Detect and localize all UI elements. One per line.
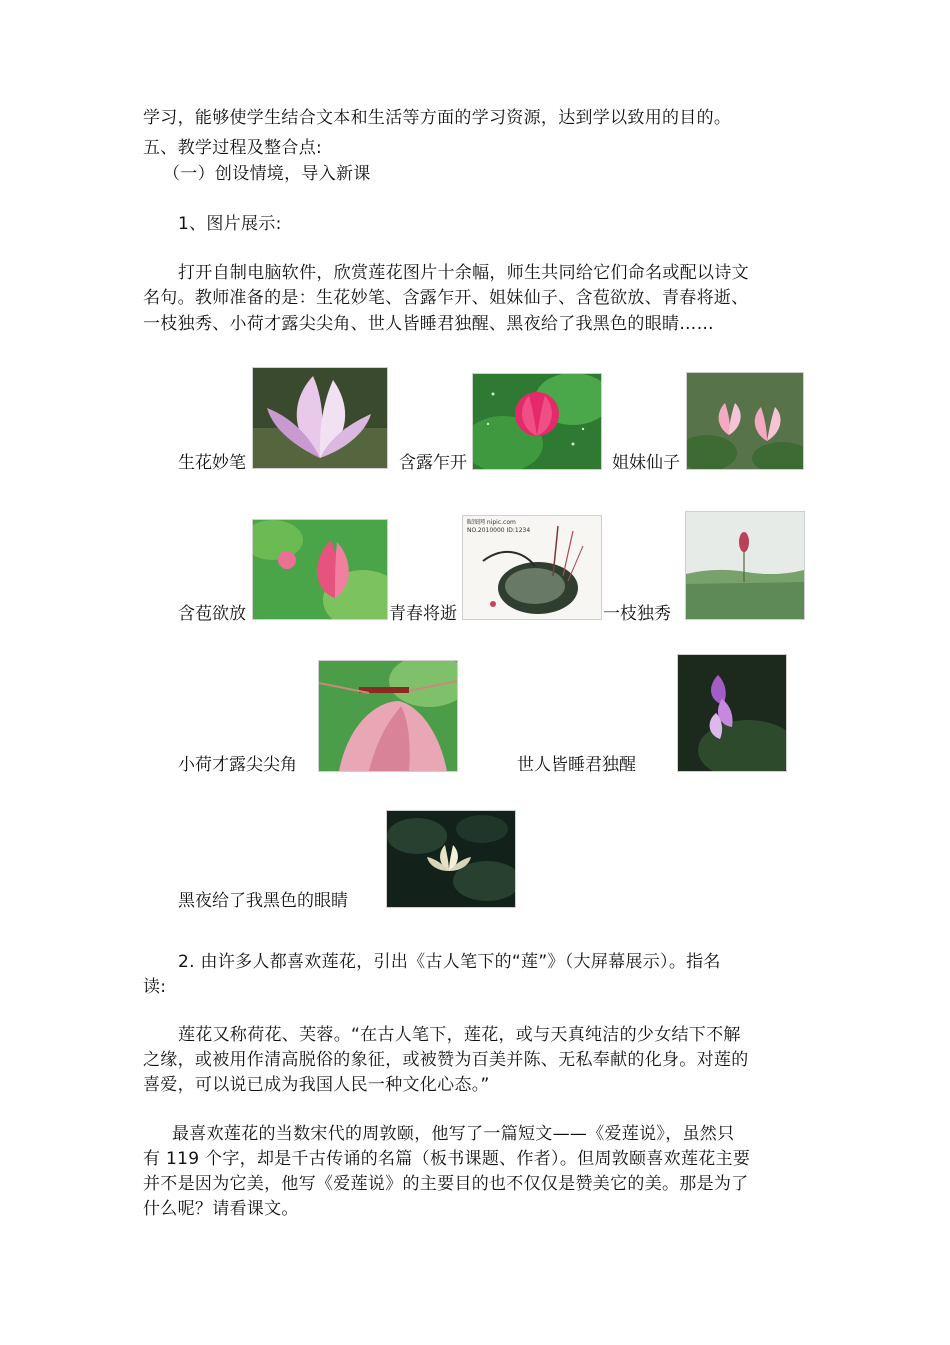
lotus-photo-7 — [318, 660, 458, 772]
watermark-line-1: 昵图网 nipic.com — [467, 519, 516, 526]
item-heading-picture-show: 1、图片展示: — [178, 214, 282, 234]
paragraph-1-line-1: 打开自制电脑软件，欣赏莲花图片十余幅，师生共同给它们命名或配以诗文 — [178, 263, 749, 283]
caption-2: 含露乍开 — [399, 453, 467, 473]
lotus-photo-6 — [685, 511, 805, 620]
paragraph-4-line-2: 有 119 个字，却是千古传诵的名篇（板书课题、作者）。但周敦颐喜欢莲花主要 — [143, 1149, 751, 1169]
paragraph-4-line-1: 最喜欢莲花的当数宋代的周敦颐，他写了一篇短文——《爱莲说》，虽然只 — [172, 1124, 735, 1144]
paragraph-3-line-1: 莲花又称荷花、芙蓉。“在古人笔下，莲花，或与天真纯洁的少女结下不解 — [178, 1025, 741, 1045]
lotus-photo-5 — [462, 515, 602, 620]
lotus-photo-9 — [386, 810, 516, 908]
lotus-photo-4 — [252, 519, 388, 620]
paragraph-intro-tail: 学习，能够使学生结合文本和生活等方面的学习资源，达到学以致用的目的。 — [143, 108, 732, 128]
section-heading-5: 五、教学过程及整合点: — [143, 138, 323, 158]
paragraph-3-line-3: 喜爱，可以说已成为我国人民一种文化心态。” — [143, 1075, 490, 1095]
paragraph-2-line-1: 2. 由许多人都喜欢莲花，引出《古人笔下的“莲”》（大屏幕展示）。指名 — [178, 952, 721, 972]
caption-3: 姐妹仙子 — [612, 453, 680, 473]
lotus-photo-3 — [686, 372, 804, 470]
caption-8: 世人皆睡君独醒 — [517, 755, 636, 775]
paragraph-4-line-3: 并不是因为它美，他写《爱莲说》的主要目的也不仅仅是赞美它的美。那是为了 — [143, 1174, 749, 1194]
caption-1: 生花妙笔 — [178, 453, 246, 473]
paragraph-4-line-4: 什么呢？请看课文。 — [143, 1199, 299, 1219]
lotus-photo-8 — [677, 654, 787, 772]
lotus-photo-1 — [252, 367, 388, 469]
paragraph-2-line-2: 读: — [143, 977, 167, 997]
watermark-line-2: NO.2010000 ID:1234 — [467, 527, 531, 534]
subsection-heading-1: （一）创设情境，导入新课 — [163, 164, 371, 184]
caption-6: 一枝独秀 — [603, 604, 671, 624]
paragraph-1-line-2: 名句。教师准备的是：生花妙笔、含露乍开、姐妹仙子、含苞欲放、青春将逝、 — [143, 288, 749, 308]
paragraph-1-line-3: 一枝独秀、小荷才露尖尖角、世人皆睡君独醒、黑夜给了我黑色的眼睛…… — [143, 314, 714, 334]
paragraph-3-line-2: 之缘，或被用作清高脱俗的象征，或被赞为百美并陈、无私奉献的化身。对莲的 — [143, 1050, 749, 1070]
caption-4: 含苞欲放 — [178, 604, 246, 624]
caption-5: 青春将逝 — [389, 604, 457, 624]
lotus-photo-2 — [472, 373, 602, 470]
caption-9: 黑夜给了我黑色的眼睛 — [178, 891, 348, 911]
caption-7: 小荷才露尖尖角 — [178, 755, 297, 775]
